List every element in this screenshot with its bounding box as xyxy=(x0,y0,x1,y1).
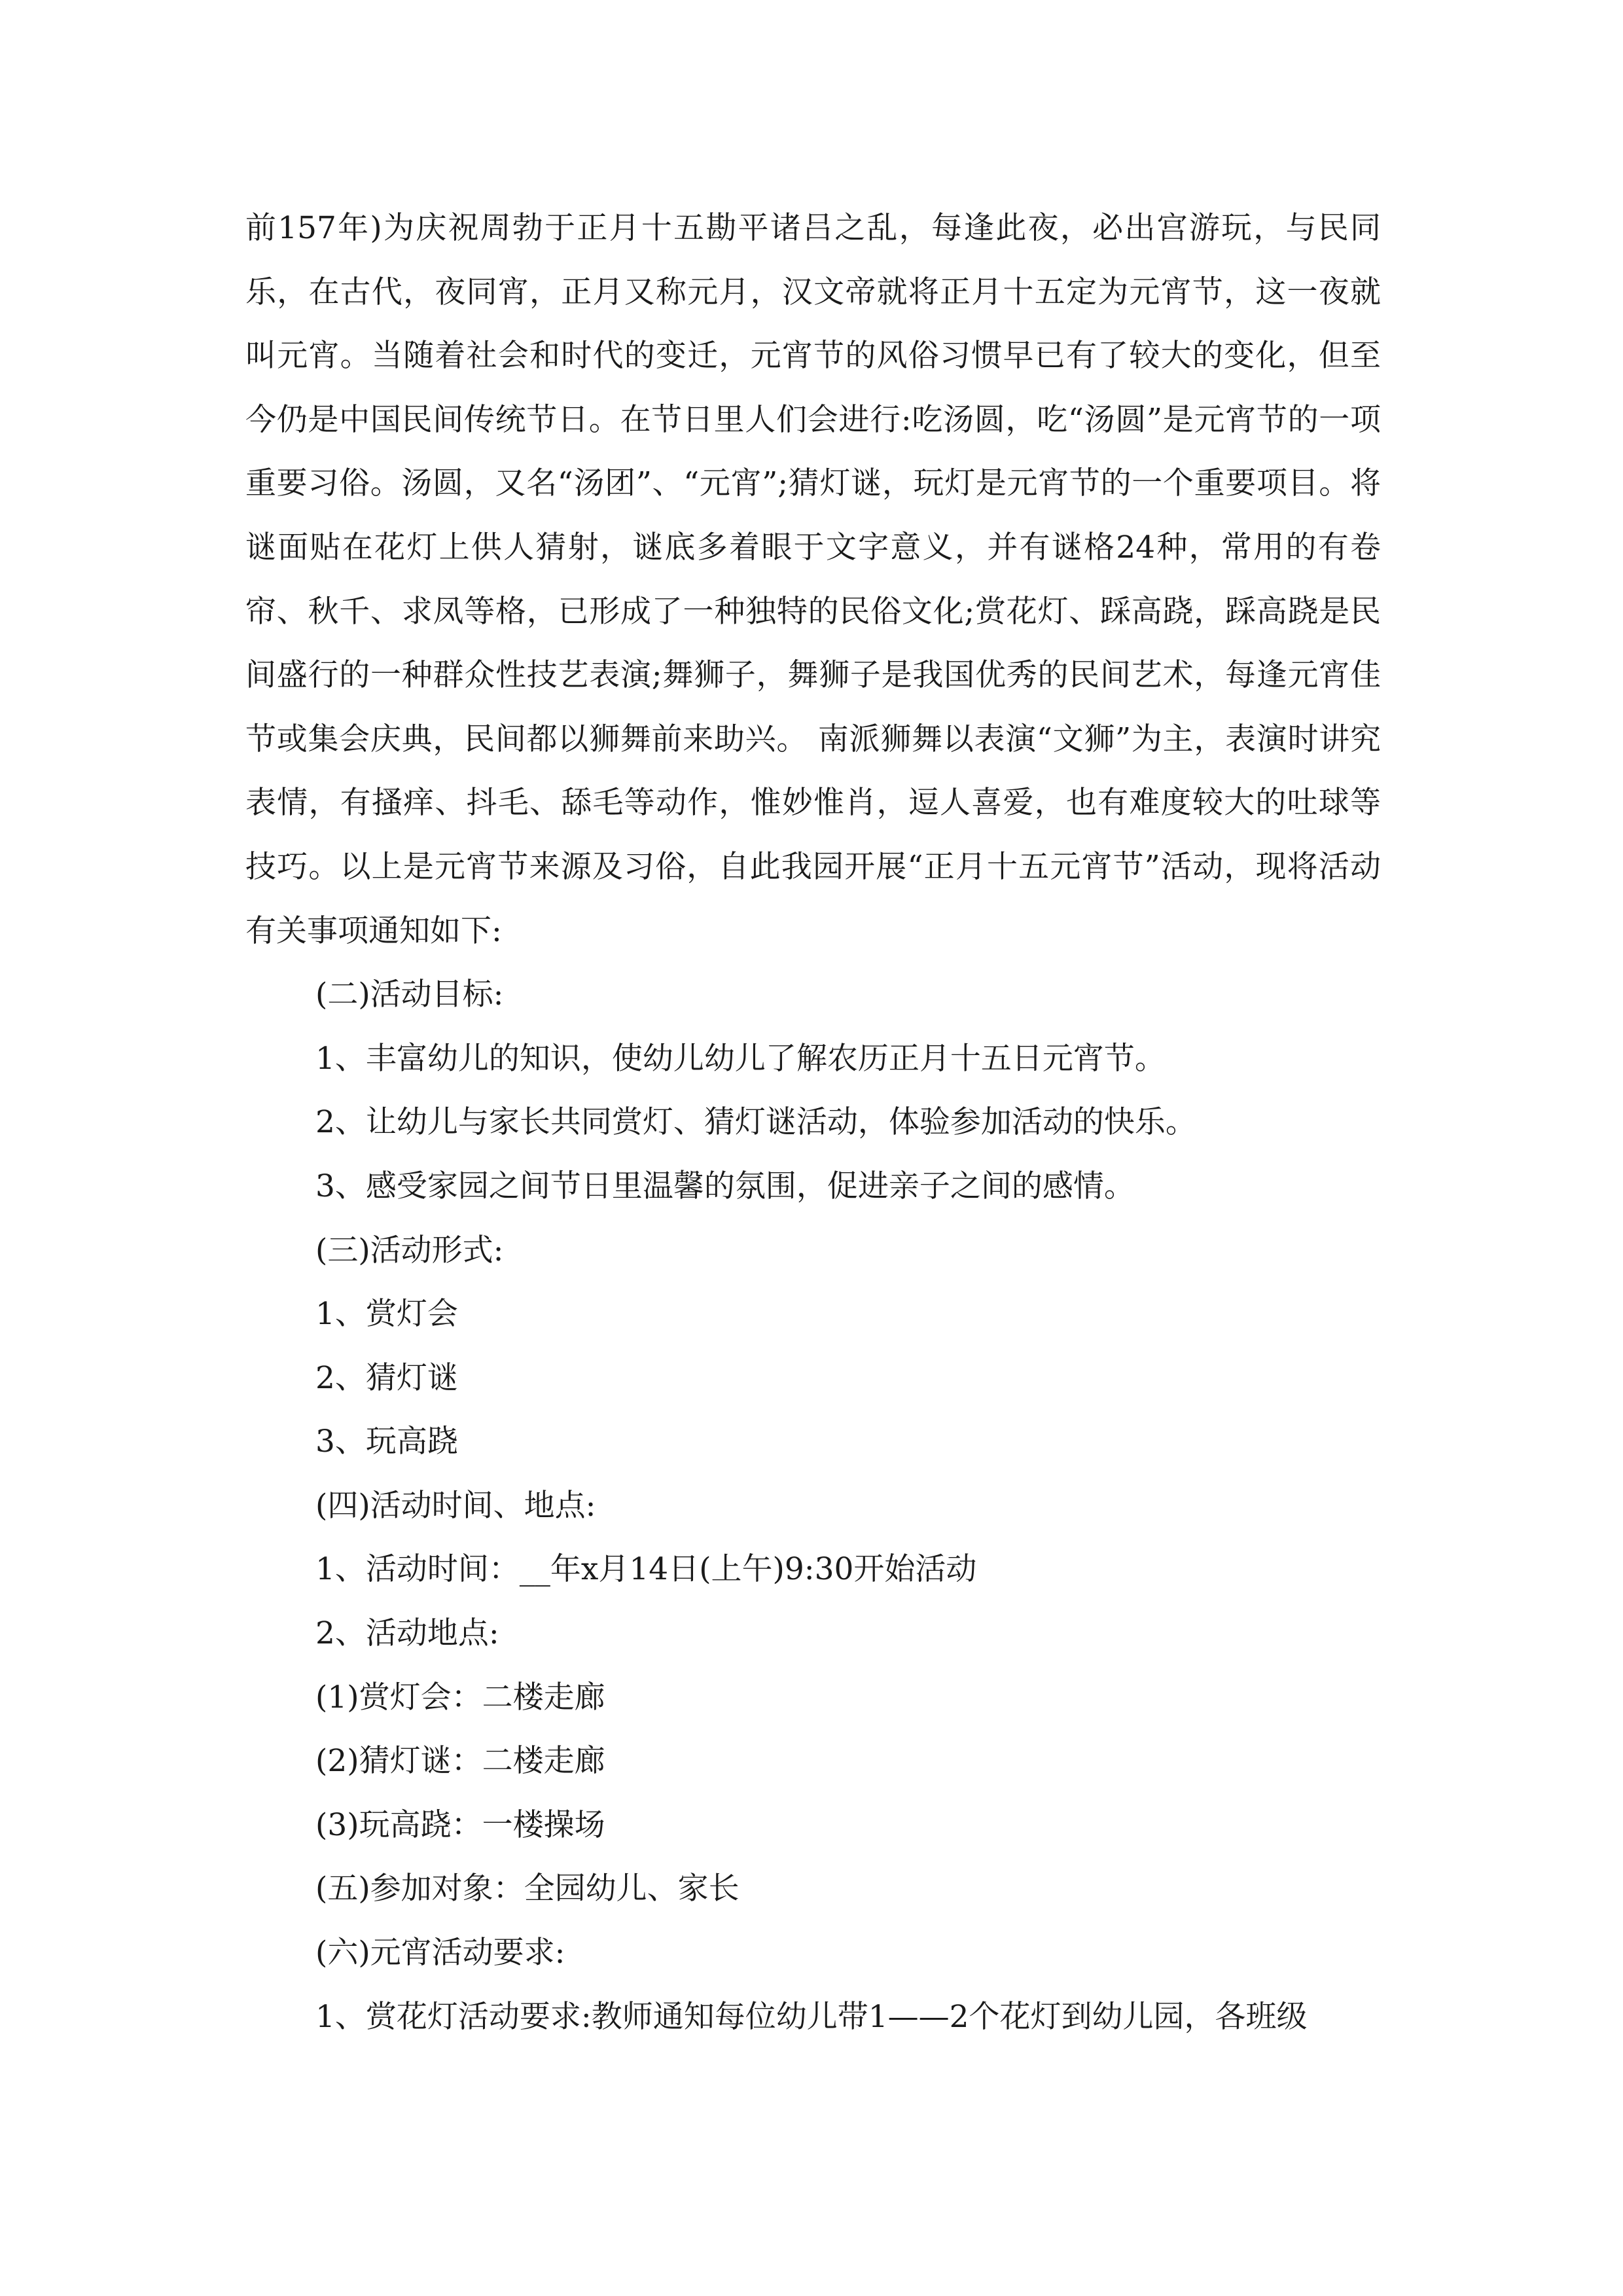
section-heading-forms: (三)活动形式: xyxy=(315,1232,504,1268)
goal-item-1: 1、丰富幼儿的知识，使幼儿幼儿了解农历正月十五日元宵节。 xyxy=(315,1040,1166,1077)
requirement-item-1: 1、赏花灯活动要求:教师通知每位幼儿带1——2个花灯到幼儿园，各班级 xyxy=(315,1998,1308,2035)
form-item-3: 3、玩高跷 xyxy=(315,1424,458,1460)
time-item: 1、活动时间：__年x月14日(上午)9:30开始活动 xyxy=(315,1551,977,1588)
form-item-2: 2、猜灯谜 xyxy=(315,1359,458,1396)
section-heading-goals: (二)活动目标: xyxy=(315,977,504,1013)
section-heading-participants: (五)参加对象：全园幼儿、家长 xyxy=(315,1871,740,1907)
place-subitem-3: (3)玩高跷：一楼操场 xyxy=(315,1806,605,1843)
section-heading-requirements: (六)元宵活动要求: xyxy=(315,1935,565,1971)
goal-item-3: 3、感受家园之间节日里温馨的氛围，促进亲子之间的感情。 xyxy=(315,1168,1135,1204)
place-subitem-1: (1)赏灯会：二楼走廊 xyxy=(315,1679,605,1715)
place-subitem-2: (2)猜灯谜：二楼走廊 xyxy=(315,1743,605,1780)
document-body xyxy=(245,196,1381,2049)
goal-item-2: 2、让幼儿与家长共同赏灯、猜灯谜活动，体验参加活动的快乐。 xyxy=(315,1104,1196,1141)
intro-paragraph: 前157年)为庆祝周勃于正月十五勘平诸吕之乱，每逢此夜，必出宫游玩，与民同乐，在古代，夜同宵，正月又称元月，汉文帝就将正月十五定为元宵节，这一夜就叫元宵。当随着社会和时代的变迁，元宵节的风俗习惯早已有了较大的变化，但至今仍是中国民间传统节日。在节日里人们会进行:吃汤圆，吃“汤圆”是元宵节的一项重要习俗。汤圆，又名“汤团”、“元宵”;猜灯谜，玩灯是元宵节的一个重要项目。将谜面贴在花灯上供人猜射，谜底多着眼于文字意义，并有谜格24种，常用的有卷帘、秋千、求凤等格，已形成了一种独特的民俗文化;赏花灯、踩高跷，踩高跷是民间盛行的一种群众性技艺表演;舞狮子，舞狮子是我国优秀的民间艺术，每逢元宵佳节或集会庆典，民间都以狮舞前来助兴。 南派狮舞以表演“文狮”为主，表演时讲究表情，有搔痒、抖毛、舔毛等动作，惟妙惟肖，逗人喜爱，也有难度较大的吐球等技巧。以上是元宵节来源及习俗，自此我园开展“正月十五元宵节”活动，现将活动有关事项通知如下: xyxy=(245,210,1381,949)
section-heading-time-place: (四)活动时间、地点: xyxy=(315,1487,596,1524)
form-item-1: 1、赏灯会 xyxy=(315,1296,458,1333)
place-item: 2、活动地点: xyxy=(315,1615,499,1652)
